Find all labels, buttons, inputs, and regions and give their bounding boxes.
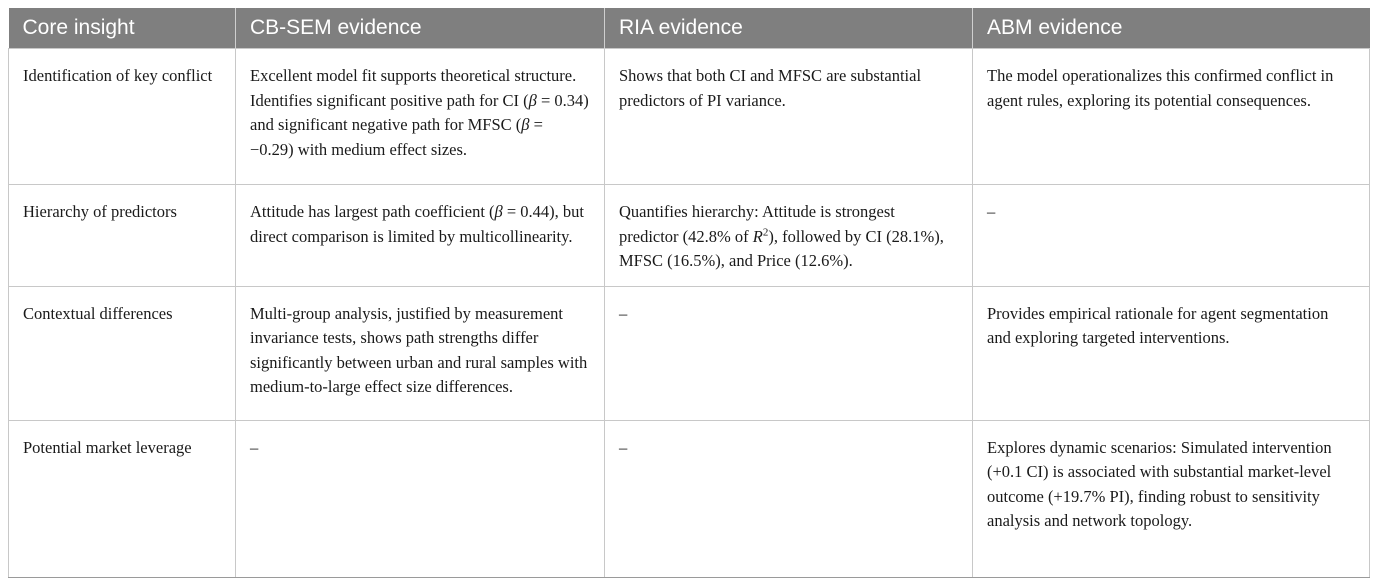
evidence-table (8, 8, 1370, 578)
cell-ria-evidence: – (605, 286, 973, 420)
cell-abm-evidence: The model operationalizes this confirmed conflict in agent rules, exploring its potential consequences. (973, 49, 1370, 185)
table-row (9, 286, 1370, 420)
cell-core-insight: Identification of key conflict (9, 49, 236, 185)
cell-text: = 0.44), but direct comparison is limited by multicollinearity. (250, 202, 585, 246)
cell-text: Excellent model fit supports theoretical structure. Identifies significant positive path for CI ( (250, 66, 577, 110)
header-ria-evidence: RIA evidence (605, 8, 973, 49)
header-core-insight: Core insight (9, 8, 236, 49)
table-row (9, 49, 1370, 185)
table-body (9, 49, 1370, 578)
beta-symbol: β (528, 90, 537, 110)
cell-cbsem-evidence (236, 185, 605, 287)
r-symbol: R (752, 226, 763, 246)
table-row (9, 420, 1370, 577)
cell-text: = 0.34) and significant negative path for MFSC ( (250, 90, 589, 134)
beta-symbol: β (494, 202, 503, 221)
cell-ria-evidence (605, 185, 973, 287)
header-cbsem-evidence: CB-SEM evidence (236, 8, 605, 49)
table-header (9, 8, 1370, 49)
superscript-2: 2 (762, 226, 769, 238)
header-abm-evidence: ABM evidence (973, 8, 1370, 49)
cell-abm-evidence: Explores dynamic scenarios: Simulated intervention (+0.1 CI) is associated with substantial market-level outcome (+19.7% PI), finding robust to sensitivity analysis and network topology. (973, 420, 1370, 577)
cell-abm-evidence: – (973, 185, 1370, 287)
cell-core-insight: Contextual differences (9, 286, 236, 420)
cell-text: Attitude has largest path coefficient ( (250, 202, 495, 221)
cell-ria-evidence: Shows that both CI and MFSC are substantial predictors of PI variance. (605, 49, 973, 185)
cell-cbsem-evidence (236, 49, 605, 185)
cell-ria-evidence: – (605, 420, 973, 577)
cell-core-insight: Hierarchy of predictors (9, 185, 236, 287)
beta-symbol: β (521, 115, 530, 134)
cell-text: Quantifies hierarchy: Attitude is strongest predictor (42.8% of (619, 202, 895, 246)
cell-cbsem-evidence: Multi-group analysis, justified by measurement invariance tests, shows path strengths differ significantly between urban and rural samples with medium-to-large effect size differences. (236, 286, 605, 420)
cell-cbsem-evidence: – (236, 420, 605, 577)
cell-abm-evidence: Provides empirical rationale for agent segmentation and exploring targeted interventions. (973, 286, 1370, 420)
table-row (9, 185, 1370, 287)
cell-core-insight: Potential market leverage (9, 420, 236, 577)
cell-text: = −0.29) with medium effect sizes. (250, 115, 543, 159)
header-row (9, 8, 1370, 49)
cell-text: ), followed by CI (28.1%), MFSC (16.5%), and Price (12.6%). (619, 226, 944, 270)
